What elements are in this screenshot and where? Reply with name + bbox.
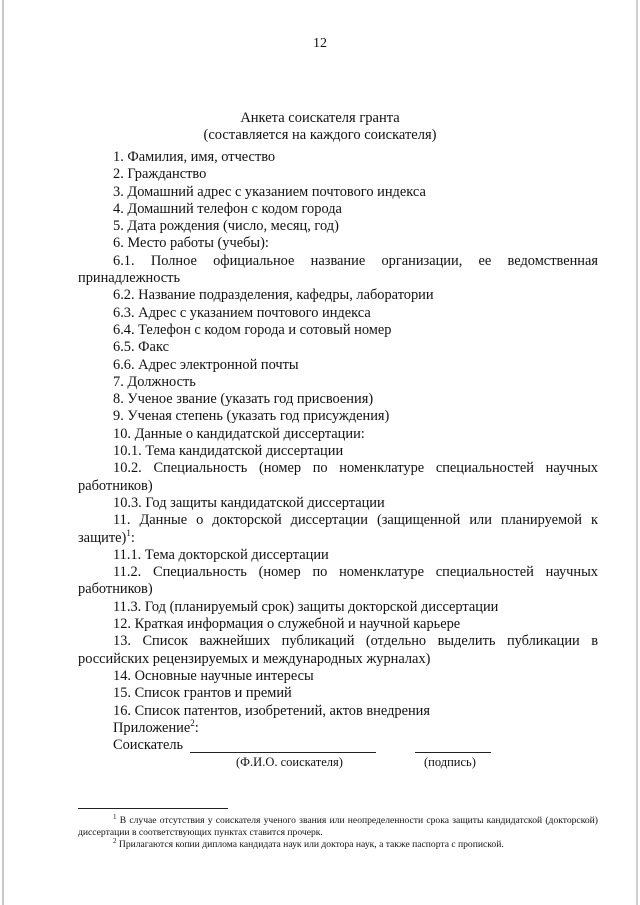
list-item: 9. Ученая степень (указать год присуждения)	[113, 408, 390, 425]
list-item: 10. Данные о кандидатской диссертации:	[113, 425, 365, 442]
list-item: 3. Домашний адрес с указанием почтового индекса	[113, 183, 426, 200]
page-number: 12	[313, 36, 327, 51]
footnote: $^1$ В случае отсутствия у соискателя ученого звания или неопределенности срока защиты кандидатской (докторской) диссертации в соответствующих пунктах ставится прочерк.	[78, 812, 598, 838]
list-item: 2. Гражданство	[113, 166, 207, 183]
list-item: 7. Должность	[113, 373, 196, 390]
signature-line	[415, 752, 491, 753]
list-item: 4. Домашний телефон с кодом города	[113, 200, 342, 217]
list-item: 15. Список грантов и премий	[113, 685, 292, 702]
list-item: 14. Основные научные интересы	[113, 667, 314, 684]
footnote: $^2$ Прилагаются копии диплома кандидата наук или доктора наук, а также паспорта с пропиской.	[113, 836, 504, 850]
list-item: 5. Дата рождения (число, месяц, год)	[113, 218, 339, 235]
list-item: 11.1. Тема докторской диссертации	[113, 546, 329, 563]
footnote-divider	[78, 808, 228, 809]
footnote-ref: 2	[190, 718, 195, 728]
list-item: 11.3. Год (планируемый срок) защиты докторской диссертации	[113, 598, 499, 615]
list-item: 6.2. Название подразделения, кафедры, лаборатории	[113, 287, 434, 304]
caption-row	[78, 754, 598, 770]
list-item: 6.1. Полное официальное название организации, ее ведомственная принадлежность	[78, 252, 598, 287]
appendix-label: Приложение$^2$:	[113, 718, 199, 736]
list-item: 6. Место работы (учебы):	[113, 235, 269, 252]
signature-caption: (подпись)	[424, 755, 476, 770]
list-item: 6.5. Факс	[113, 339, 169, 356]
form-subtitle: (составляется на каждого соискателя)	[203, 127, 437, 143]
list-item: 12. Краткая информация о служебной и научной карьере	[113, 616, 461, 633]
list-item: 6.4. Телефон с кодом города и сотовый номер	[113, 321, 392, 338]
applicant-label: Соискатель	[113, 737, 184, 754]
list-item: 6.3. Адрес с указанием почтового индекса	[113, 304, 371, 321]
signature-row	[78, 737, 598, 754]
footnote-ref: 1	[126, 527, 131, 538]
form-title: Анкета соискателя гранта	[240, 110, 400, 126]
list-item: 13. Список важнейших публикаций (отдельно выделить публикации в российских рецензируемых и международных журналах)	[78, 633, 598, 667]
list-item: 1. Фамилия, имя, отчество	[113, 149, 276, 165]
list-item: 10.2. Специальность (номер по номенклатуре специальностей научных работников)	[78, 460, 598, 494]
list-item: 16. Список патентов, изобретений, актов внедрения	[113, 702, 431, 719]
list-item: 10.1. Тема кандидатской диссертации	[113, 443, 344, 460]
fio-caption: (Ф.И.О. соискателя)	[236, 755, 343, 770]
fio-line	[190, 752, 376, 753]
questionnaire-body	[78, 149, 598, 770]
list-item: 6.6. Адрес электронной почты	[113, 356, 299, 373]
list-item: 10.3. Год защиты кандидатской диссертации	[113, 494, 385, 511]
list-item: 8. Ученое звание (указать год присвоения)	[113, 391, 374, 408]
footnotes	[78, 812, 598, 851]
list-item: 11.2. Специальность (номер по номенклатуре специальностей научных работников)	[78, 564, 598, 598]
list-item: 11. Данные о докторской диссертации (защищенной или планируемой к защите)$^1$:	[78, 512, 598, 546]
